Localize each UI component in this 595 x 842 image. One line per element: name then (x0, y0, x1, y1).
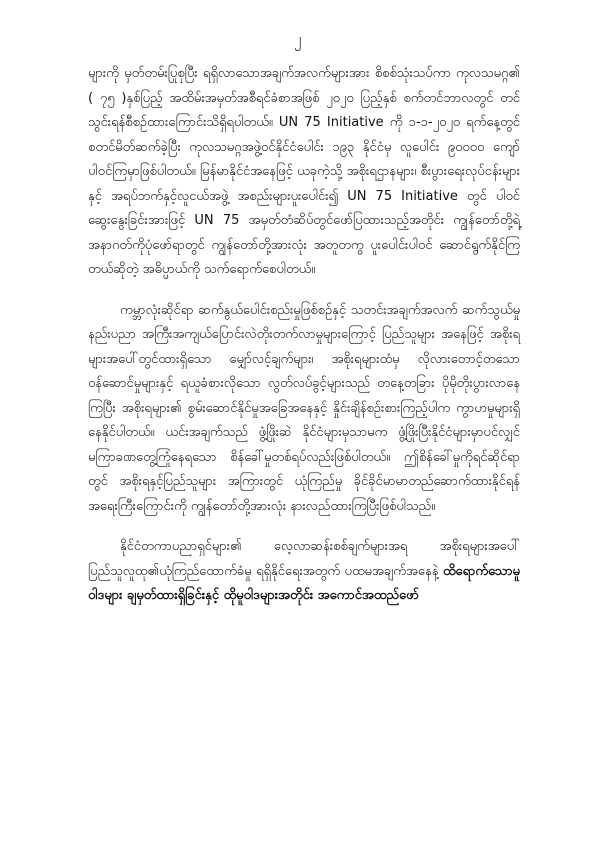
paragraph-2: ကမ္ဘာလုံးဆိုင်ရာ ဆက်နွယ်ပေါင်းစည်းမှုဖြစ်စဉ်နှင့် သတင်းအချက်အလက် ဆက်သွယ်မှုနည်းပညာ အကြီးအကျယ်ပြောင်းလဲတိုးတက်လာမှုများကြောင့် ပြည်သူများ အနေဖြင့် အစိုးရများအပေါ်တွင်ထားရှိသော မျှော်လင့်ချက်များ၊ အစိုးရများထံမှ လိုလားတောင့်တသောဝန်ဆောင်မှုများနှင့် ရယူခံစားလိုသော လွတ်လပ်ခွင့်များသည် တနေ့တခြား ပိုမိုတိုးပွားလာနေကြပြီး အစိုးရများ၏ စွမ်းဆောင်နိုင်မှုအခြေအနေနှင့် နှိုင်းချိန်စဉ်းစားကြည့်ပါက ကွာဟမှုများရှိနေနိုင်ပါတယ်။ ယင်းအချက်သည် ဖွံ့ဖြိုးဆဲ နိုင်ငံများမှသာမက ဖွံ့ဖြိုးပြီးနိုင်ငံများမှာပင်လျှင် မကြာခဏတွေ့ကြုံနေရသော စိန်ခေါ်မှုတစ်ရပ်လည်းဖြစ်ပါတယ်။ ဤစိန်ခေါ်မှုကိုရင်ဆိုင်ရာတွင် အစိုးရနှင့်ပြည်သူများ အကြားတွင် ယုံကြည်မှု ခိုင်ခိုင်မာမာတည်ဆောက်ထားနိုင်ရန် အရေးကြီးကြောင်းကို ကျွန်တော်တို့အားလုံး နားလည်ထားကြပြီးဖြစ်ပါသည်။ (88, 302, 520, 514)
paragraph-3-bold-text: ထိရောက်သောမူဝါဒများ ချမှတ်ထားရှိခြင်းနှင့် ထိုမူဝါဒများအတိုင်း အကောင်အထည်ဖော် (88, 563, 520, 603)
paragraph-3-regular-text: နိုင်ငံတကာပညာရှင်များ၏ လေ့လာဆန်းစစ်ချက်များအရ အစိုးရများအပေါ် ပြည်သူလူထု၏ယုံကြည်ထောက်ခံမှု ရရှိနိုင်ရေးအတွက် ပထမအချက်အနေနဲ့ (88, 539, 520, 579)
paragraph-1: များကို မှတ်တမ်းပြုစုပြီး ရရှိလာသောအချက်အလက်များအား စိစစ်သုံးသပ်ကာ ကုလသမဂ္ဂ၏ ( ၇၅ )နှစ်ပြည့် အထိမ်းအမှတ်အစီရင်ခံစာအဖြစ် ၂၀၂၀ ပြည့်နှစ် စက်တင်ဘာလတွင် တင်သွင်းရန်စီစဉ်ထားကြောင်းသိရှိရပါတယ်။ UN 75 Initiative ကို ၁-၁-၂၀၂၀ ရက်နေ့တွင် စတင်မိတ်ဆက်ခဲ့ပြီး ကုလသမဂ္ဂအဖွဲ့ဝင်နိုင်ငံပေါင်း ၁၉၃ နိုင်ငံမှ လူပေါင်း ၉၀၀၀၀ ကျော် ပါဝင်ကြမှာဖြစ်ပါတယ်။ မြန်မာနိုင်ငံအနေဖြင့် ယခုကဲ့သို့ အစိုးရဌာနများ၊ စီးပွားရေးလုပ်ငန်းများနှင့် အရပ်ဘက်နှင့်လူငယ်အဖွဲ့ အစည်းများပူးပေါင်း၍ UN 75 Initiative တွင် ပါဝင်ဆွေးနွေးခြင်းအားဖြင့် UN 75 အမှတ်တံဆိပ်တွင်ဖော်ပြထားသည့်အတိုင်း ကျွန်တော်တို့ရဲ့အနာဂတ်ကိုပုံဖော်ရာတွင် ကျွန်တော်တို့အားလုံး အတူတကွ ပူးပေါင်းပါဝင် ဆောင်ရွက်နိုင်ကြတယ်ဆိုတဲ့ အဓိပ္ပာယ်ကို သက်ရောက်စေပါတယ်။ (88, 66, 520, 277)
page-number: ၂ (293, 30, 302, 48)
paragraph-3 (88, 535, 520, 609)
body-text (88, 62, 520, 625)
